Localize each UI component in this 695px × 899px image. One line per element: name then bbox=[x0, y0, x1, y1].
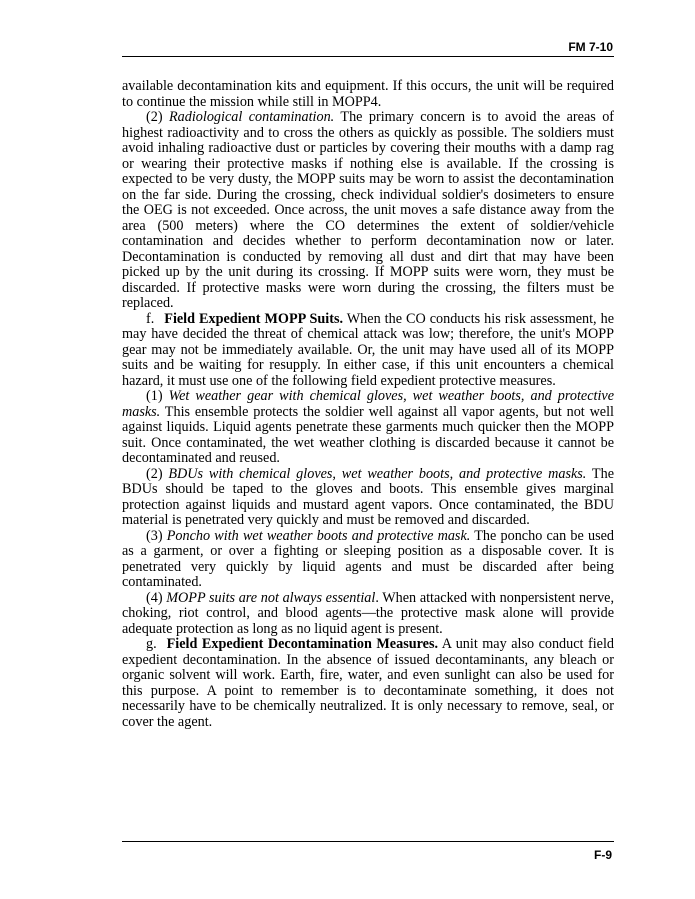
paragraph-label: Field Expedient Decontamination Measures. bbox=[166, 636, 439, 652]
paragraph-poncho bbox=[122, 529, 614, 591]
paragraph-text: This ensemble protects the soldier well against all vapor agents, but not well against liquids. Liquid agents penetrate these garments much quicker then the MOPP suit. Once contaminated, the wet weather clothing is discarded because it cannot be decontaminated and reused. bbox=[122, 403, 614, 466]
paragraph-number: (4) bbox=[146, 589, 167, 606]
paragraph-bdus-with-gloves bbox=[122, 467, 614, 529]
paragraph-number: g. bbox=[146, 636, 157, 652]
paragraph-wet-weather-gear bbox=[122, 389, 614, 467]
paragraph-label: MOPP suits are not always essential bbox=[166, 589, 376, 606]
paragraph-field-expedient-decontamination bbox=[122, 637, 614, 730]
paragraph-text: The poncho can be used as a garment, or over a fighting or sleeping position as a disposable cover. It is penetrated very quickly by liquid agents and must be discarded after being contaminated. bbox=[122, 527, 614, 590]
header-rule bbox=[122, 56, 614, 57]
paragraph-continued bbox=[122, 79, 614, 110]
paragraph-text: available decontamination kits and equipment. If this occurs, the unit will be required to continue the mission while still in MOPP4. bbox=[122, 78, 614, 110]
header-manual-code: FM 7-10 bbox=[568, 40, 613, 54]
paragraph-number: f. bbox=[146, 310, 155, 327]
paragraph-number: (2) bbox=[146, 109, 169, 125]
paragraph-text: The primary concern is to avoid the areas of highest radioactivity and to cross the others as quickly as possible. The soldiers must avoid inhaling radioactive dust or particles by covering their mouths with a damp rag or wearing their protective masks if nothing else is available. If the crossing is expected to be very dusty, the MOPP suits may be worn to assist the decontamination on the far side. During the crossing, check individual soldier's dosimeters to ensure the OEG is not exceeded. Once across, the unit moves a safe distance away from the area (500 meters) where the CO determines the extent of soldier/vehicle contamination and decides whether to perform decontamination now or later. Decontamination is conducted by removing all dust and dirt that may have been picked up by the unit during its crossing. If MOPP suits were worn, they must be discarded. If protective masks were worn during the crossing, the filters must be replaced. bbox=[122, 109, 615, 311]
footer-page-number: F-9 bbox=[594, 848, 612, 862]
paragraph-number: (1) bbox=[146, 388, 169, 404]
paragraph-number: (2) bbox=[146, 465, 169, 482]
paragraph-label: Field Expedient MOPP Suits. bbox=[164, 310, 344, 327]
paragraph-text: . When attacked with nonpersistent nerve, choking, riot control, and blood agents—the protective mask alone will provide adequate protection as long as no liquid agent is present. bbox=[122, 589, 615, 637]
paragraph-text: A unit may also conduct field expedient decontamination. In the absence of issued decontaminants, any bleach or organic solvent will work. Earth, fire, water, and even sunlight can also be used for this purpose. A point to remember is to decontaminate something, it does not necessarily have to be chemically neutralized. It is only necessary to remove, seal, or cover the agent. bbox=[122, 636, 614, 730]
paragraph-text: When the CO conducts his risk assessment, he may have decided the threat of chemical attack was low; therefore, the unit's MOPP gear may not be immediately available. Or, the unit may have used all of its MOPP suits and be waiting for resupply. In either case, if this unit encounters a chemical hazard, it must use one of the following field expedient protective measures. bbox=[122, 310, 615, 389]
paragraph-label: Poncho with wet weather boots and protective mask. bbox=[166, 527, 471, 544]
paragraph-field-expedient-mopp-suits bbox=[122, 312, 614, 390]
paragraph-label: Radiological contamination. bbox=[168, 109, 335, 125]
document-body bbox=[122, 79, 614, 730]
paragraph-number: (3) bbox=[146, 527, 167, 544]
paragraph-mopp-not-essential bbox=[122, 591, 614, 638]
paragraph-label: BDUs with chemical gloves, wet weather boots, and protective masks. bbox=[168, 465, 587, 482]
paragraph-label: Wet weather gear with chemical gloves, wet weather boots, and protective masks. bbox=[122, 388, 614, 420]
footer-rule bbox=[122, 841, 614, 842]
paragraph-text: The BDUs should be taped to the gloves and boots. This ensemble gives marginal protection against liquids and mustard agent vapors. Once contaminated, the BDU material is penetrated very quickly and must be removed and discarded. bbox=[122, 465, 614, 528]
paragraph-radiological-contamination bbox=[122, 110, 614, 312]
